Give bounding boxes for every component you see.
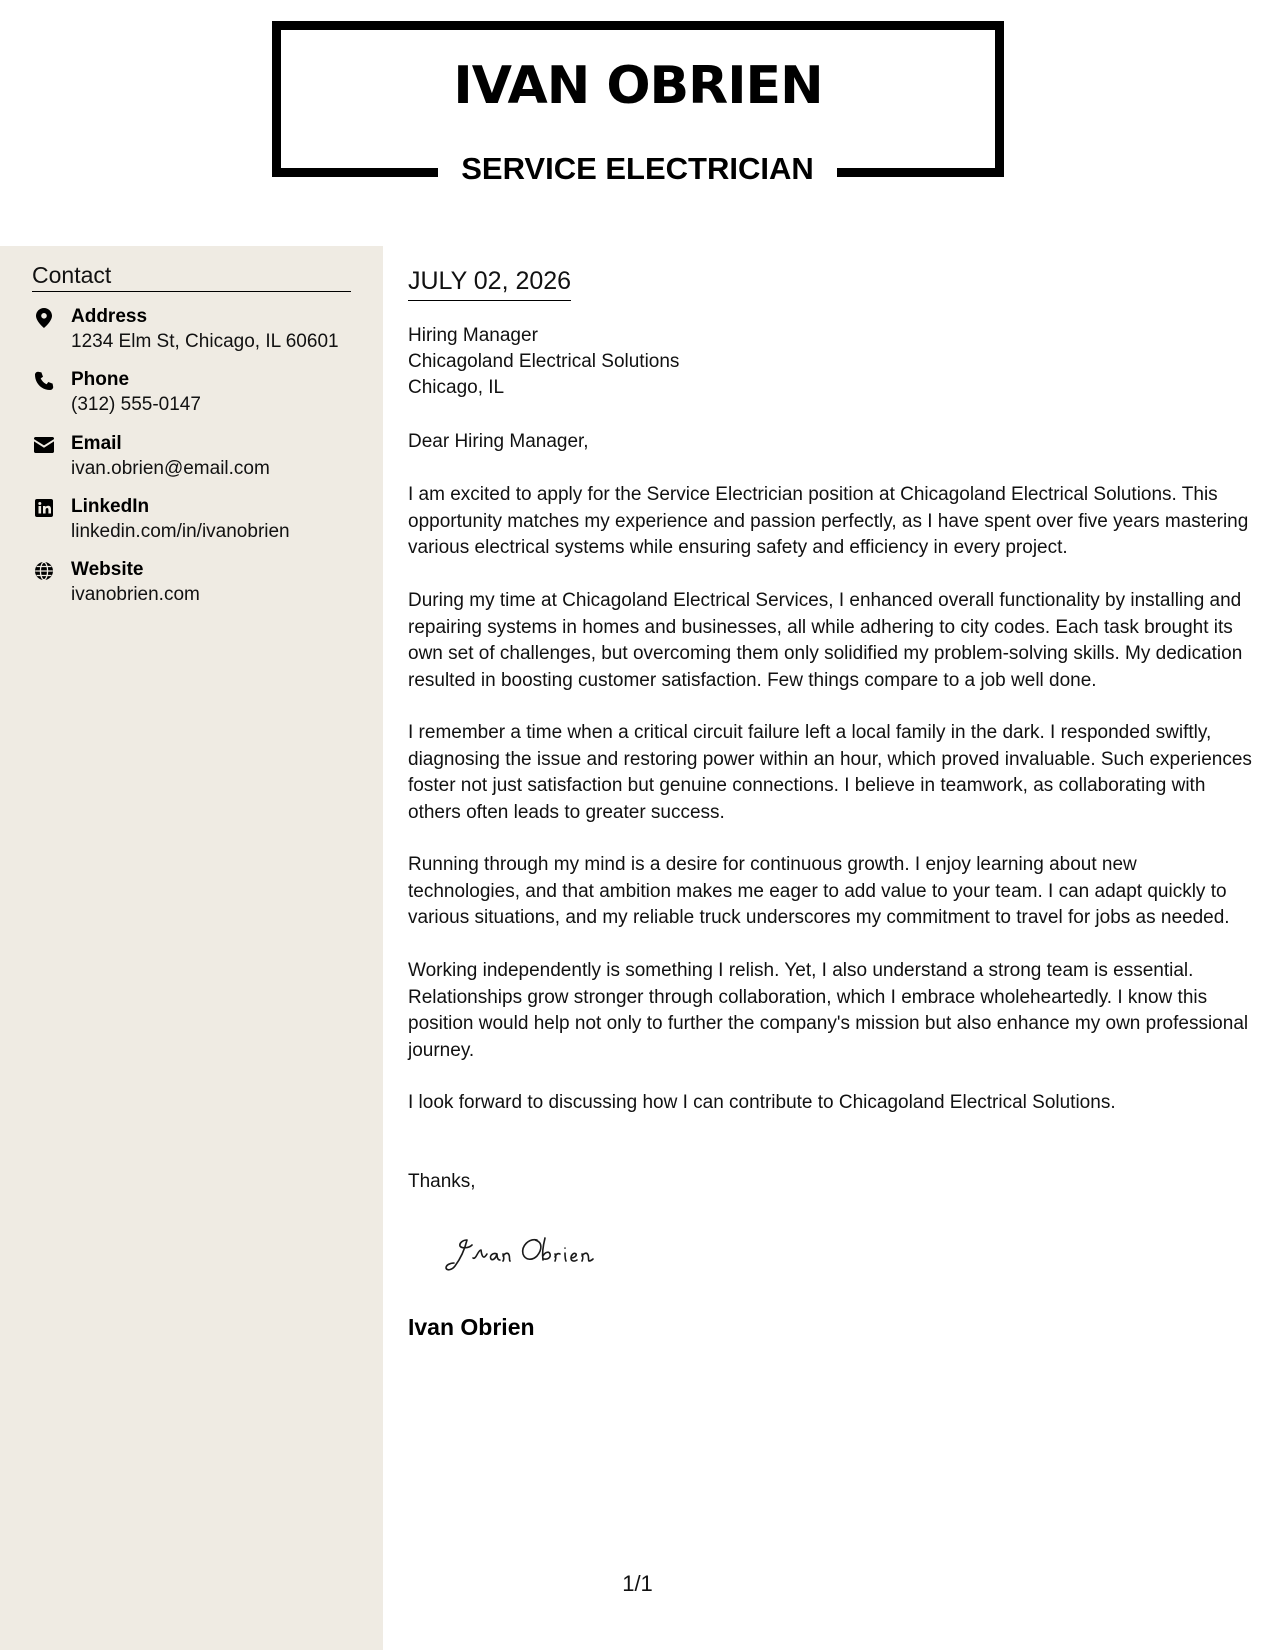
recipient-title: Hiring Manager	[408, 325, 538, 346]
contact-value: (312) 555-0147	[71, 394, 201, 415]
body-paragraph: During my time at Chicagoland Electrical Services, I enhanced overall functionality by installing and repairing systems in homes and businesses, all while adhering to city codes. Each task brought its own set of challenges, but overcoming them only solidified my problem-solving skills. My dedication resulted in boosting customer satisfaction. Few things compare to a job well done.	[408, 590, 1243, 691]
letter-date: JULY 02, 2026	[408, 266, 571, 301]
contact-value: 1234 Elm St, Chicago, IL 60601	[71, 331, 339, 352]
contact-label: Website	[71, 559, 144, 580]
map-pin-icon	[32, 307, 56, 329]
contact-label: Address	[71, 306, 148, 327]
body-paragraph: Running through my mind is a desire for continuous growth. I enjoy learning about new technologies, and that ambition makes me eager to add value to your team. I can adapt quickly to various situations, and my reliable truck underscores my commitment to travel for jobs as needed.	[408, 854, 1230, 928]
salutation: Dear Hiring Manager,	[408, 431, 589, 452]
contact-value: ivanobrien.com	[71, 584, 200, 605]
applicant-name: IVAN OBRIEN	[453, 56, 823, 116]
handwritten-signature	[445, 1230, 635, 1285]
recipient-company: Chicagoland Electrical Solutions	[408, 351, 680, 372]
recipient-block	[408, 323, 679, 401]
header-frame-bottom-right	[837, 168, 1004, 177]
page-number: 1/1	[622, 1571, 653, 1596]
contact-label: Email	[71, 433, 122, 454]
body-paragraph: I look forward to discussing how I can contribute to Chicagoland Electrical Solutions.	[408, 1092, 1116, 1113]
phone-icon	[32, 370, 56, 392]
globe-icon	[32, 560, 56, 582]
contact-label: LinkedIn	[71, 496, 150, 517]
contact-value: ivan.obrien@email.com	[71, 458, 270, 479]
contact-value: linkedin.com/in/ivanobrien	[71, 521, 290, 542]
signer-name: Ivan Obrien	[408, 1314, 535, 1340]
header-frame-bottom-left	[272, 168, 438, 177]
linkedin-icon	[32, 497, 56, 519]
closing: Thanks,	[408, 1171, 476, 1192]
body-paragraph: I am excited to apply for the Service Electrician position at Chicagoland Electrical Solutions. This opportunity matches my experience and passion perfectly, as I have spent over five years mastering various electrical systems while ensuring safety and efficiency in every project.	[408, 484, 1249, 558]
contact-heading: Contact	[32, 262, 351, 292]
contact-label: Phone	[71, 369, 130, 390]
envelope-icon	[32, 434, 56, 456]
recipient-location: Chicago, IL	[408, 377, 505, 398]
body-paragraph: I remember a time when a critical circuit failure left a local family in the dark. I responded swiftly, diagnosing the issue and restoring power within an hour, which proved invaluable. Such experiences foster not just satisfaction but genuine connections. I believe in teamwork, as collaborating with others often leads to greater success.	[408, 722, 1252, 823]
body-paragraph: Working independently is something I relish. Yet, I also understand a strong team is essential. Relationships grow stronger through collaboration, which I embrace wholeheartedly. I know this position would help not only to further the company's mission but also enhance my own professional journey.	[408, 960, 1249, 1061]
job-title: SERVICE ELECTRICIAN	[461, 151, 814, 186]
